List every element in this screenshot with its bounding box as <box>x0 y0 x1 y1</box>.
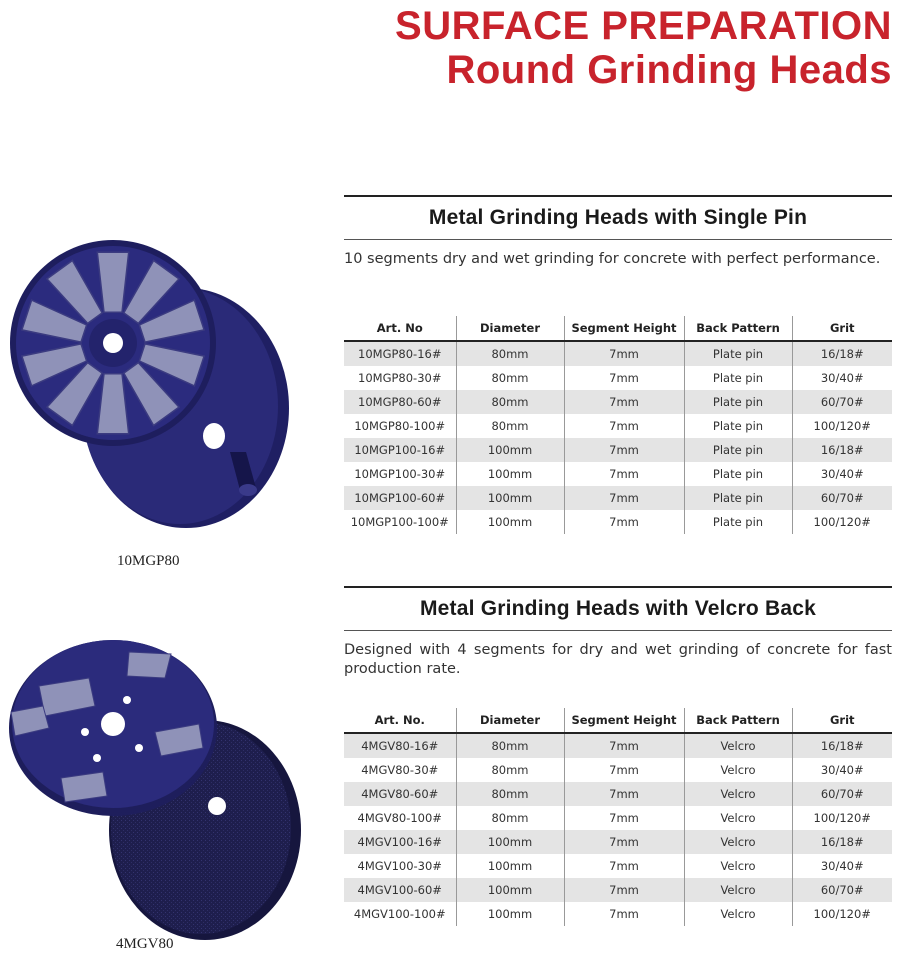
table-row <box>344 878 892 902</box>
cell-segment-height: 7mm <box>564 414 684 438</box>
cell-back-pattern: Velcro <box>684 733 792 758</box>
cell-diameter: 100mm <box>456 854 564 878</box>
header-art-no: Art. No. <box>344 708 456 733</box>
cell-back-pattern: Plate pin <box>684 414 792 438</box>
section-top-rule <box>344 195 892 197</box>
caption-10mgp80: 10MGP80 <box>117 553 180 569</box>
cell-grit: 100/120# <box>792 510 892 534</box>
cell-art-no: 10MGP80-16# <box>344 341 456 366</box>
cell-segment-height: 7mm <box>564 733 684 758</box>
cell-back-pattern: Velcro <box>684 806 792 830</box>
cell-back-pattern: Plate pin <box>684 341 792 366</box>
cell-art-no: 4MGV100-60# <box>344 878 456 902</box>
cell-art-no: 10MGP100-60# <box>344 486 456 510</box>
cell-diameter: 80mm <box>456 414 564 438</box>
cell-grit: 16/18# <box>792 341 892 366</box>
caption-4mgv80: 4MGV80 <box>116 936 174 952</box>
table-row <box>344 733 892 758</box>
cell-grit: 100/120# <box>792 806 892 830</box>
cell-art-no: 4MGV80-100# <box>357 811 442 825</box>
cell-grit: 60/70# <box>792 782 892 806</box>
table-row <box>344 510 892 534</box>
single-pin-spec-table <box>344 316 892 534</box>
cell-diameter: 80mm <box>456 733 564 758</box>
cell-grit: 16/18# <box>792 830 892 854</box>
cell-art-no: 10MGP100-30# <box>354 467 446 481</box>
page-title-line1: SURFACE PREPARATION <box>395 4 892 48</box>
cell-segment-height: 7mm <box>564 782 684 806</box>
cell-grit: 30/40# <box>792 854 892 878</box>
header-art-no: Art. No <box>344 316 456 341</box>
cell-diameter: 80mm <box>456 806 564 830</box>
table-row <box>344 830 892 854</box>
table-row <box>344 462 892 486</box>
cell-art-no: 10MGP100-16# <box>344 438 456 462</box>
front-segment-disc <box>10 240 216 446</box>
section-title: Metal Grinding Heads with Velcro Back <box>419 597 816 620</box>
cell-segment-height: 7mm <box>564 462 684 486</box>
cell-diameter: 100mm <box>456 830 564 854</box>
velcro-spec-table <box>344 708 892 926</box>
table-row <box>344 438 892 462</box>
section-velcro-back <box>344 586 892 679</box>
cell-art-no: 10MGP80-60# <box>344 390 456 414</box>
cell-diameter: 100mm <box>456 438 564 462</box>
cell-grit: 100/120# <box>792 902 892 926</box>
cell-segment-height: 7mm <box>564 486 684 510</box>
cell-art-no: 4MGV80-60# <box>344 782 456 806</box>
header-grit: Grit <box>792 708 892 733</box>
cell-art-no: 4MGV100-30# <box>357 859 442 873</box>
cell-grit: 16/18# <box>792 438 892 462</box>
cell-back-pattern: Velcro <box>684 758 792 782</box>
cell-diameter: 100mm <box>456 510 564 534</box>
table-row <box>344 758 892 782</box>
cell-segment-height: 7mm <box>564 878 684 902</box>
cell-grit: 60/70# <box>792 878 892 902</box>
cell-diameter: 80mm <box>456 758 564 782</box>
table-row <box>344 414 892 438</box>
cell-grit: 30/40# <box>792 462 892 486</box>
cell-diameter: 100mm <box>456 902 564 926</box>
cell-art-no: 10MGP80-30# <box>358 371 442 385</box>
section-single-pin <box>344 195 892 269</box>
section-description: 10 segments dry and wet grinding for concrete with perfect performance. <box>344 251 881 267</box>
cell-diameter: 80mm <box>456 390 564 414</box>
cell-diameter: 100mm <box>456 462 564 486</box>
cell-segment-height: 7mm <box>564 830 684 854</box>
cell-art-no: 4MGV100-16# <box>344 830 456 854</box>
cell-diameter: 100mm <box>456 486 564 510</box>
velcro-grinding-head-image <box>5 640 305 940</box>
cell-art-no: 4MGV80-16# <box>344 733 456 758</box>
cell-grit: 16/18# <box>792 733 892 758</box>
cell-grit: 60/70# <box>792 486 892 510</box>
cell-back-pattern: Plate pin <box>684 462 792 486</box>
page-title-line2: Round Grinding Heads <box>446 48 892 92</box>
table-row <box>344 366 892 390</box>
cell-segment-height: 7mm <box>564 390 684 414</box>
cell-grit: 30/40# <box>792 758 892 782</box>
single-pin-grinding-head-image <box>8 238 300 530</box>
cell-segment-height: 7mm <box>564 366 684 390</box>
cell-grit: 100/120# <box>792 414 892 438</box>
cell-segment-height: 7mm <box>564 806 684 830</box>
page-title <box>395 4 892 92</box>
table-row <box>344 854 892 878</box>
cell-back-pattern: Velcro <box>684 902 792 926</box>
section-description: Designed with 4 segments for dry and wet grinding of concrete for fast production rate. <box>344 642 892 677</box>
table-row <box>344 390 892 414</box>
header-segment-height: Segment Height <box>564 316 684 341</box>
cell-segment-height: 7mm <box>564 902 684 926</box>
cell-segment-height: 7mm <box>564 510 684 534</box>
cell-art-no: 10MGP80-100# <box>354 419 446 433</box>
header-grit: Grit <box>792 316 892 341</box>
section-divider <box>344 630 892 631</box>
cell-diameter: 100mm <box>456 878 564 902</box>
cell-diameter: 80mm <box>456 341 564 366</box>
cell-segment-height: 7mm <box>564 758 684 782</box>
table-row <box>344 341 892 366</box>
cell-diameter: 80mm <box>456 782 564 806</box>
cell-grit: 60/70# <box>792 390 892 414</box>
cell-back-pattern: Plate pin <box>684 438 792 462</box>
table-header-row <box>344 316 892 341</box>
cell-back-pattern: Velcro <box>684 854 792 878</box>
section-top-rule <box>344 586 892 588</box>
cell-back-pattern: Plate pin <box>684 390 792 414</box>
cell-segment-height: 7mm <box>564 854 684 878</box>
header-diameter: Diameter <box>456 708 564 733</box>
cell-diameter: 80mm <box>456 366 564 390</box>
table-row <box>344 806 892 830</box>
header-segment-height: Segment Height <box>564 708 684 733</box>
cell-art-no: 4MGV80-30# <box>361 763 439 777</box>
front-four-segment-disc <box>9 640 217 816</box>
header-back-pattern: Back Pattern <box>684 708 792 733</box>
cell-back-pattern: Plate pin <box>684 366 792 390</box>
table-row <box>344 486 892 510</box>
cell-back-pattern: Plate pin <box>684 486 792 510</box>
section-title: Metal Grinding Heads with Single Pin <box>428 206 808 229</box>
cell-back-pattern: Velcro <box>684 782 792 806</box>
section-divider <box>344 239 892 240</box>
cell-segment-height: 7mm <box>564 438 684 462</box>
cell-segment-height: 7mm <box>564 341 684 366</box>
cell-back-pattern: Velcro <box>684 878 792 902</box>
cell-back-pattern: Velcro <box>684 830 792 854</box>
header-diameter: Diameter <box>456 316 564 341</box>
cell-art-no: 4MGV100-100# <box>353 907 446 921</box>
table-header-row <box>344 708 892 733</box>
table-row <box>344 902 892 926</box>
table-row <box>344 782 892 806</box>
cell-grit: 30/40# <box>792 366 892 390</box>
header-back-pattern: Back Pattern <box>684 316 792 341</box>
cell-art-no: 10MGP100-100# <box>350 515 449 529</box>
cell-back-pattern: Plate pin <box>684 510 792 534</box>
